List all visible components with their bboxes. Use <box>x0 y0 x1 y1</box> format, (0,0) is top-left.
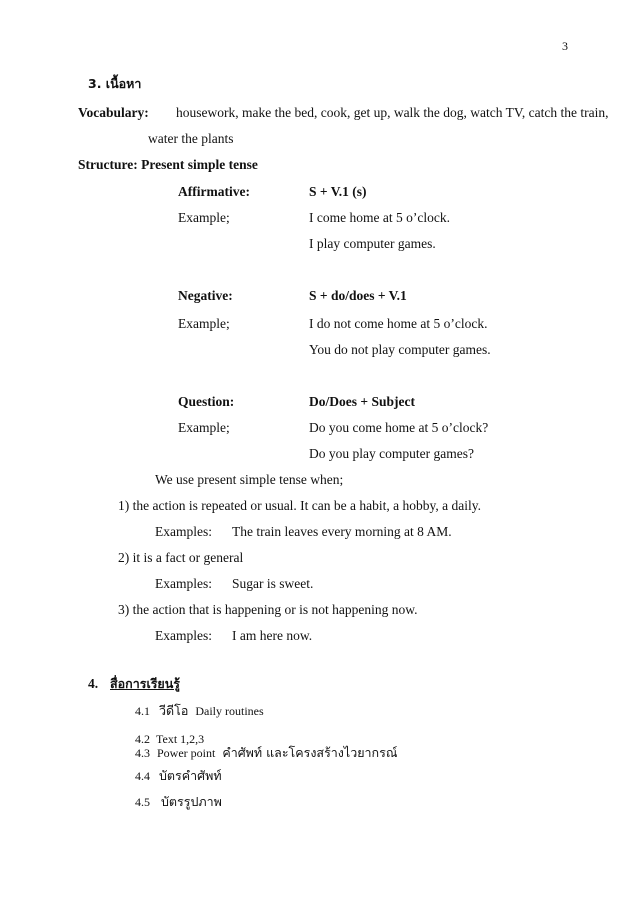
media-item-thai: บัตรคำศัพท์ <box>159 768 222 783</box>
media-item-english: Daily routines <box>195 704 264 718</box>
page-number: 3 <box>562 39 568 53</box>
media-item-english: Power point <box>157 746 216 760</box>
affirmative-example-1: I come home at 5 o’clock. <box>309 210 450 225</box>
affirmative-example-label: Example; <box>178 210 230 225</box>
usage-rule-2: 2) it is a fact or general <box>118 550 244 565</box>
media-item-number: 4.4 <box>135 769 150 783</box>
media-item-number: 4.5 <box>135 795 150 809</box>
usage-rule-1: 1) the action is repeated or usual. It can be a habit, a hobby, a daily. <box>118 498 481 513</box>
media-item-4-4 <box>135 768 222 784</box>
usage-rule-1-example-label: Examples: <box>155 524 212 539</box>
media-item-thai: คำศัพท์ และโครงสร้างไวยากรณ์ <box>222 745 398 760</box>
negative-example-1: I do not come home at 5 o’clock. <box>309 316 488 331</box>
section-3-heading: 3. เนื้อหา <box>88 76 142 91</box>
media-item-thai: วีดีโอ <box>159 703 189 718</box>
affirmative-formula: S + V.1 (s) <box>309 184 367 199</box>
structure-heading: Structure: Present simple tense <box>78 157 258 172</box>
media-item-number: 4.3 <box>135 746 150 760</box>
question-formula: Do/Does + Subject <box>309 394 415 409</box>
vocabulary-line-1: housework, make the bed, cook, get up, walk the dog, watch TV, catch the train, <box>176 105 609 120</box>
vocabulary-line-2: water the plants <box>148 131 234 146</box>
affirmative-example-2: I play computer games. <box>309 236 436 251</box>
section-4-number: 4. <box>88 676 99 691</box>
affirmative-label: Affirmative: <box>178 184 250 199</box>
media-item-number: 4.1 <box>135 704 150 718</box>
question-example-label: Example; <box>178 420 230 435</box>
negative-example-2: You do not play computer games. <box>309 342 491 357</box>
media-item-number: 4.2 <box>135 732 150 746</box>
usage-rule-2-example-label: Examples: <box>155 576 212 591</box>
question-example-1: Do you come home at 5 o’clock? <box>309 420 489 435</box>
section-4-heading: สื่อการเรียนรู้ <box>110 676 181 691</box>
usage-rule-3: 3) the action that is happening or is not happening now. <box>118 602 418 617</box>
media-item-thai: บัตรรูปภาพ <box>161 794 222 809</box>
usage-intro: We use present simple tense when; <box>155 472 344 487</box>
question-example-2: Do you play computer games? <box>309 446 474 461</box>
media-item-4-3 <box>135 745 397 761</box>
usage-rule-1-example: The train leaves every morning at 8 AM. <box>232 524 452 539</box>
vocabulary-label: Vocabulary: <box>78 105 149 120</box>
usage-rule-3-example-label: Examples: <box>155 628 212 643</box>
usage-rule-2-example: Sugar is sweet. <box>232 576 314 591</box>
media-item-4-5 <box>135 794 222 810</box>
question-label: Question: <box>178 394 235 409</box>
media-item-english: Text 1,2,3 <box>156 732 205 746</box>
negative-example-label: Example; <box>178 316 230 331</box>
media-item-4-1 <box>135 703 264 719</box>
negative-label: Negative: <box>178 288 233 303</box>
negative-formula: S + do/does + V.1 <box>309 288 407 303</box>
usage-rule-3-example: I am here now. <box>232 628 313 643</box>
